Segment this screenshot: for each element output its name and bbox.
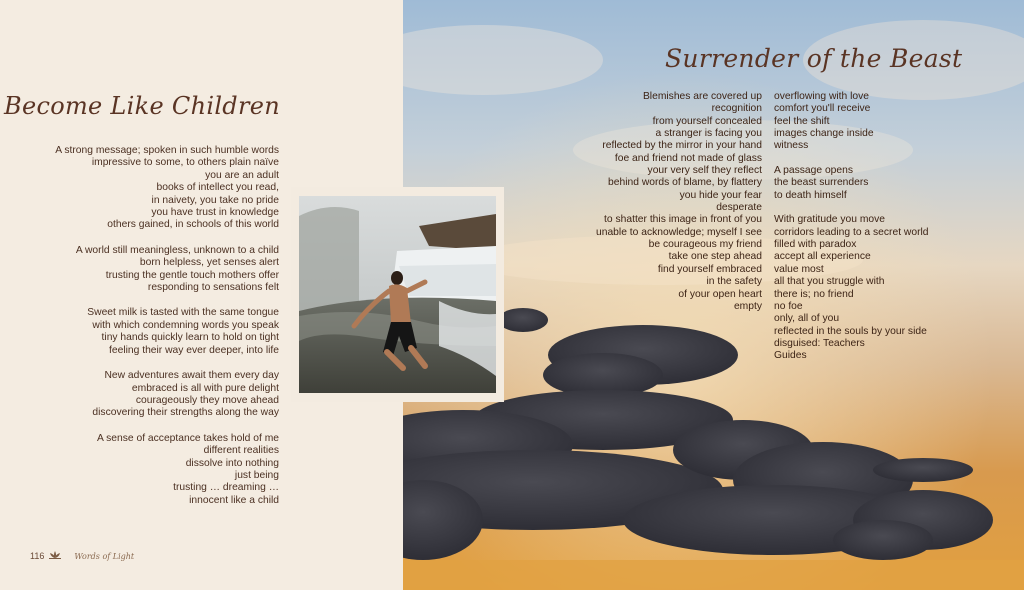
waterfall-photo xyxy=(299,196,496,393)
poem-line: Sweet milk is tasted with the same tongue xyxy=(87,307,279,319)
poem-line: desperate xyxy=(716,202,762,214)
poem-line: all that you struggle with xyxy=(774,276,885,288)
poem-line: disguised: Teachers xyxy=(774,337,865,349)
poem-line: New adventures await them every day xyxy=(104,370,279,382)
poem-line: of your open heart xyxy=(678,288,762,300)
poem-line: just being xyxy=(234,469,279,481)
poem-line: you hide your fear xyxy=(679,189,762,201)
poem-line: empty xyxy=(733,300,762,312)
poem-line: recognition xyxy=(711,103,762,115)
poem-line: take one step ahead xyxy=(668,251,762,263)
poem-line: witness xyxy=(774,140,809,152)
poem-line: filled with paradox xyxy=(774,239,857,251)
poem-line: in naivety, you take no pride xyxy=(151,194,279,206)
poem-line: feeling their way ever deeper, into life xyxy=(109,344,279,356)
stanza xyxy=(19,145,279,232)
poem-line: A sense of acceptance takes hold of me xyxy=(96,432,279,444)
poem-line: feel the shift xyxy=(774,115,830,127)
poem-line: overflowing with love xyxy=(774,91,870,102)
poem-line: Guides xyxy=(774,350,807,362)
poem-line: you are an adult xyxy=(205,169,279,181)
poem-line: embraced is all with pure delight xyxy=(131,382,279,394)
stanza-gap xyxy=(774,202,929,214)
poem-line: no foe xyxy=(774,300,803,312)
poem-line: behind words of blame, by flattery xyxy=(608,177,762,189)
poem-line: unable to acknowledge; myself I see xyxy=(596,226,762,238)
poem-line: A passage opens xyxy=(774,165,854,177)
poem-line: from yourself concealed xyxy=(652,115,762,127)
poem-line: dissolve into nothing xyxy=(185,457,279,469)
stanza xyxy=(19,433,279,507)
running-title: Words of Light xyxy=(74,551,135,561)
poem-title-left: Become Like Children xyxy=(4,92,280,120)
poem-line: a stranger is facing you xyxy=(655,128,762,140)
stanza xyxy=(19,370,279,420)
poem-line: your very self they reflect xyxy=(647,165,762,177)
poem-right-column-b xyxy=(774,91,929,363)
waterfall-jumper-image xyxy=(299,196,496,393)
stanza xyxy=(19,245,279,295)
poem-line: only, all of you xyxy=(774,313,840,325)
poem-line: be courageous my friend xyxy=(648,239,762,251)
poem-line: in the safety xyxy=(706,276,762,288)
poem-line: A world still meaningless, unknown to a child xyxy=(75,244,279,256)
poem-line: you have trust in knowledge xyxy=(151,207,279,219)
stanza-gap xyxy=(774,153,929,165)
poem-line: reflected in the souls by your side xyxy=(774,325,927,337)
poem-line: discovering their strengths along the way xyxy=(92,407,279,419)
poem-line: books of intellect you read, xyxy=(156,182,279,194)
poem-line: trusting … dreaming … xyxy=(173,482,279,494)
poem-line: innocent like a child xyxy=(189,494,279,506)
lotus-icon xyxy=(49,551,61,561)
stanza xyxy=(19,307,279,357)
poem-line: value most xyxy=(774,263,824,275)
poem-line: corridors leading to a secret world xyxy=(774,226,929,238)
page-footer xyxy=(30,551,134,561)
poem-right-column-a xyxy=(596,91,762,313)
poem-line: comfort you'll receive xyxy=(774,103,871,115)
page-number: 116 xyxy=(30,551,45,561)
poem-line: With gratitude you move xyxy=(774,214,886,226)
poem-line: born helpless, yet senses alert xyxy=(139,257,279,269)
poem-line: with which condemning words you speak xyxy=(92,319,279,331)
poem-line: impressive to some, to others plain naïve xyxy=(91,157,279,169)
poem-line: A strong message; spoken in such humble words xyxy=(55,145,279,156)
poem-line: the beast surrenders xyxy=(774,177,869,189)
poem-line: to shatter this image in front of you xyxy=(604,214,762,226)
poem-line: there is; no friend xyxy=(774,288,854,300)
poem-line: images change inside xyxy=(774,128,874,140)
poem-line: reflected by the mirror in your hand xyxy=(602,140,762,152)
poem-line: accept all experience xyxy=(774,251,871,263)
poem-line: tiny hands quickly learn to hold on tight xyxy=(101,332,279,344)
poem-left xyxy=(19,145,279,520)
poem-line: responding to sensations felt xyxy=(147,282,279,294)
poem-line: trusting the gentle touch mothers offer xyxy=(105,269,279,281)
poem-line: others gained, in schools of this world xyxy=(107,219,279,231)
poem-line: foe and friend not made of glass xyxy=(614,152,762,164)
photo-frame xyxy=(291,187,504,402)
poem-title-right: Surrender of the Beast xyxy=(665,44,963,73)
poem-line: find yourself embraced xyxy=(657,263,762,275)
poem-line: Blemishes are covered up xyxy=(642,91,762,102)
poem-line: different realities xyxy=(203,445,279,457)
poem-line: courageously they move ahead xyxy=(135,394,279,406)
poem-line: to death himself xyxy=(774,189,847,201)
